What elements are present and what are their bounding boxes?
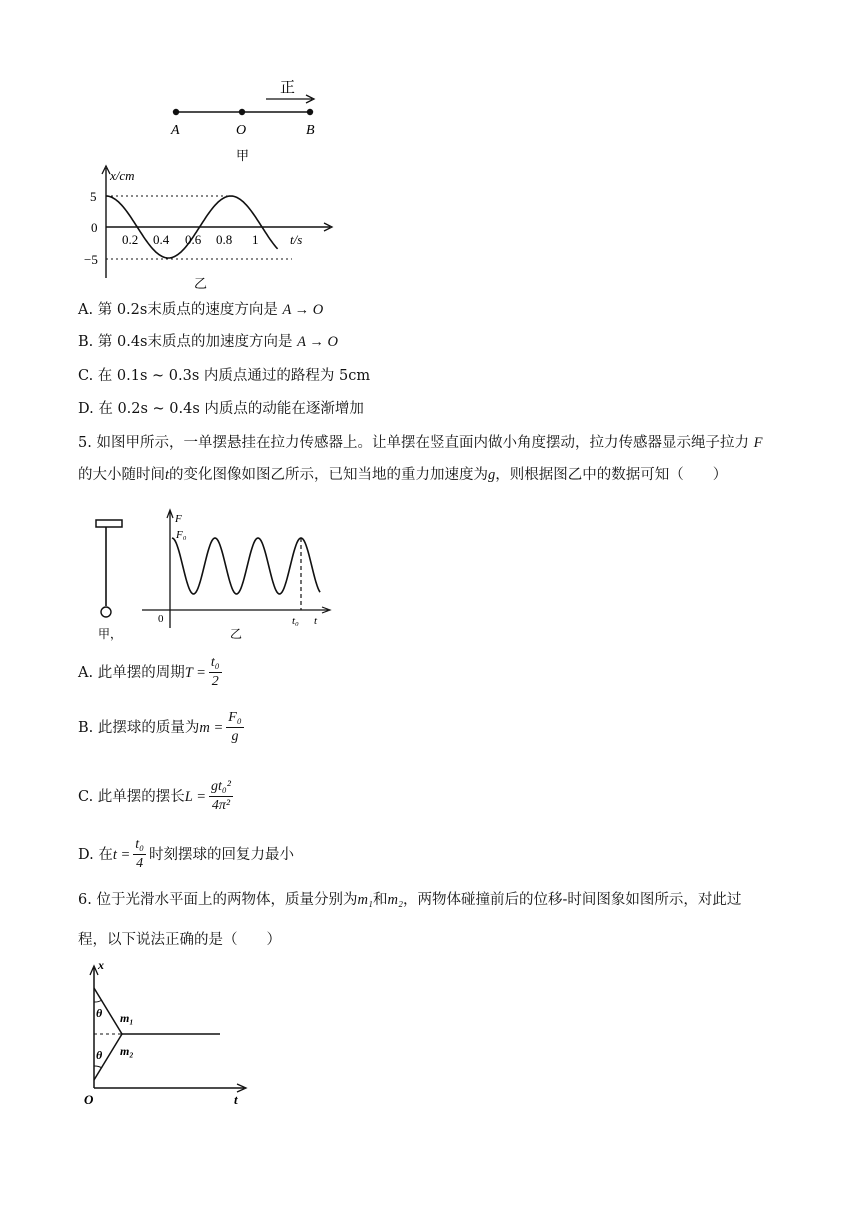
q5-fig-yi-caption: 乙 bbox=[230, 627, 243, 641]
force-curve bbox=[172, 538, 320, 594]
x-tick-0.6: 0.6 bbox=[185, 232, 202, 247]
figure-q5-pendulum-graph bbox=[80, 500, 342, 648]
figure-q6-xt-collision bbox=[82, 958, 257, 1108]
q6-stem-line1: 6. 位于光滑水平面上的两物体，质量分别为m₁和m₂，两物体碰撞前后的位移-时间图象如图所示，对此过 bbox=[78, 892, 742, 908]
figure-yi-caption: 乙 bbox=[194, 276, 208, 291]
q4-option-a[interactable]: A. 第 0.2s末质点的速度方向是 A → O bbox=[78, 302, 324, 318]
figure-yi-xt-graph bbox=[82, 160, 342, 292]
x-label: x bbox=[98, 958, 104, 972]
period-fraction: $\frac{\text{t₀}}{2}$ bbox=[210, 655, 220, 689]
q5-option-c[interactable]: C. 此单摆的摆长 L = $\frac{\text{gt₀²}}{\text{4π²}}$ bbox=[78, 779, 231, 813]
t-axis-label: t bbox=[314, 615, 318, 627]
point-b-dot bbox=[307, 109, 313, 115]
q5-stem-line1: 5. 如图甲所示，一单摆悬挂在拉力传感器上。让单摆在竖直面内做小角度摆动，拉力传感器显示绳子拉力 F bbox=[78, 435, 763, 451]
y-tick-0: 0 bbox=[91, 220, 98, 235]
x-tick-0.8: 0.8 bbox=[216, 232, 233, 247]
f-axis-label: F bbox=[175, 513, 182, 525]
q4-option-d[interactable]: D. 在 0.2s ~ 0.4s 内质点的动能在逐渐增加 bbox=[78, 401, 364, 417]
t0-label: t₀ bbox=[292, 615, 299, 627]
f0-label: F₀ bbox=[176, 529, 187, 541]
q5-option-b[interactable]: B. 此摆球的质量为 m = $\frac{\text{F₀}}{g}$ bbox=[78, 710, 242, 744]
mass-fraction: $\frac{\text{F₀}}{g}$ bbox=[228, 710, 242, 744]
force-sensor bbox=[96, 520, 122, 527]
y-tick-5: 5 bbox=[90, 189, 97, 204]
q5-option-d[interactable]: D. 在 t = $\frac{\text{t₀}}{4}$ 时刻摆球的回复力最小 bbox=[78, 837, 295, 871]
q4-option-b[interactable]: B. 第 0.4s末质点的加速度方向是 A → O bbox=[78, 334, 338, 350]
q4-option-c[interactable]: C. 在 0.1s ~ 0.3s 内质点通过的路程为 5cm bbox=[78, 368, 371, 384]
origin-label: 0 bbox=[158, 613, 164, 625]
m2-label: m₂ bbox=[120, 1044, 134, 1058]
point-b-label: B bbox=[306, 123, 315, 138]
x-tick-1: 1 bbox=[252, 232, 259, 247]
q5-fig-jia-caption: 甲， bbox=[98, 627, 123, 641]
positive-label: 正 bbox=[280, 80, 296, 96]
time-fraction: $\frac{\text{t₀}}{4}$ bbox=[135, 837, 145, 871]
length-fraction: $\frac{\text{gt₀²}}{\text{4π²}}$ bbox=[211, 779, 231, 813]
point-a-dot bbox=[173, 109, 179, 115]
m1-label: m₁ bbox=[120, 1011, 134, 1025]
point-o-label: O bbox=[236, 123, 247, 138]
q5-stem-line2: 的大小随时间t的变化图像如图乙所示，已知当地的重力加速度为g，则根据图乙中的数据可知（ ） bbox=[78, 467, 728, 483]
x-axis-label: t/s bbox=[290, 232, 303, 247]
theta-upper-label: θ bbox=[96, 1006, 103, 1020]
x-tick-0.2: 0.2 bbox=[122, 232, 139, 247]
pendulum-bob bbox=[101, 607, 111, 617]
origin-o-label: O bbox=[84, 1092, 94, 1107]
point-a-label: A bbox=[171, 123, 180, 138]
y-axis-label: x/cm bbox=[110, 168, 135, 183]
theta-lower-label: θ bbox=[96, 1048, 103, 1062]
q6-stem-line2: 程，以下说法正确的是（ ） bbox=[78, 932, 281, 948]
q5-option-a[interactable]: A. 此单摆的周期 T = $\frac{\text{t₀}}{2}$ bbox=[78, 655, 220, 689]
figure-jia-caption: 甲 bbox=[236, 148, 250, 163]
figure-jia-number-line bbox=[160, 72, 340, 167]
point-o-dot bbox=[239, 109, 245, 115]
t-label: t bbox=[234, 1092, 238, 1107]
y-tick-minus5: −5 bbox=[84, 252, 98, 267]
x-tick-0.4: 0.4 bbox=[153, 232, 170, 247]
